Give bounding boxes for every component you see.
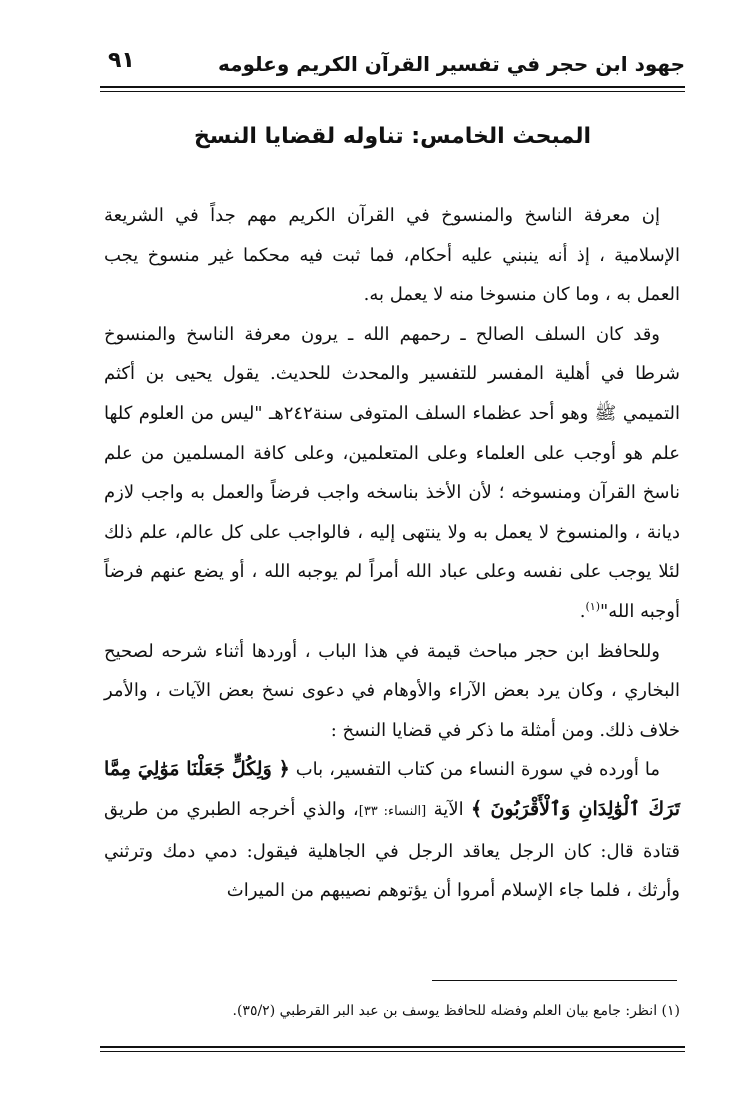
header-title: جهود ابن حجر في تفسير القرآن الكريم وعلومه (217, 52, 685, 76)
footnote-separator (432, 980, 677, 981)
verse-aya-label: الآية (433, 798, 464, 820)
paragraph-2 (104, 315, 680, 632)
paragraph-3: وللحافظ ابن حجر مباحث قيمة في هذا الباب ، أوردها أثناء شرحه لصحيح البخاري ، وكان يرد بعض الآراء والأوهام في دعوى نسخ بعض الآيات ، والأمر خلاف ذلك. ومن أمثلة ما ذكر في قضايا النسخ : (104, 640, 680, 741)
paragraph-1: إن معرفة الناسخ والمنسوخ في القرآن الكريم مهم جداً في الشريعة الإسلامية ، إذ أنه ينبني عليه أحكام، فما ثبت فيه محكما غير منسوخ يجب العمل به ، وما كان منسوخا منه لا يعمل به. (104, 205, 680, 306)
paragraph-2-text: وقد كان السلف الصالح ـ رحمهم الله ـ يرون معرفة الناسخ والمنسوخ شرطا في أهلية المفسر للتفسير والمحدث للحديث. يقول يحيى بن أكثم التميمي ﷺ وهو أحد عظماء السلف المتوفى سنة٢٤٢هـ "ليس من العلوم كلها علم هو أوجب على العلماء وعلى المتعلمين، وعلى كافة المسلمين من علم ناسخ القرآن ومنسوخه ؛ لأن الأخذ بناسخه واجب فرضاً والعمل به واجب لازم ديانة ، والمنسوخ لا يعمل به ولا ينتهى إليه ، فالواجب على كل عالم، علم ذلك لئلا يوجب على نفسه وعلى عباد الله أمراً لم يوجبه الله ، أو يضع عنهم فرضاً أوجبه الله" (104, 323, 680, 622)
main-text (104, 196, 680, 911)
running-header (100, 48, 685, 82)
section-title: المبحث الخامس: تناوله لقضايا النسخ (193, 124, 592, 149)
footer-rule-thick (100, 1046, 685, 1048)
header-rule-thin (100, 91, 685, 92)
footnote-marker: (١) (585, 599, 600, 613)
verse-reference: [النساء: ٣٣] (358, 803, 427, 819)
paragraph-4-start: ما أورده في سورة النساء من كتاب التفسير، باب (295, 759, 660, 781)
paragraph-4 (104, 750, 680, 910)
footer-rule-thin (100, 1051, 685, 1052)
page-number: ٩١ (108, 48, 135, 73)
footnote: (١) انظر: جامع بيان العلم وفضله للحافظ يوسف بن عبد البر القرطبي (٣٥/٢). (232, 1003, 680, 1019)
paragraph-2-end: . (579, 600, 586, 622)
quran-verse: ﴿ وَلِكُلٍّ جَعَلْنَا مَوَٰلِيَ مِمَّا تَرَكَ ٱلْوَٰلِدَانِ وَٱلْأَقْرَبُونَ ﴾ (104, 758, 680, 820)
header-rule-thick (100, 86, 685, 88)
paragraph-4-end: ، والذي أخرجه الطبري من طريق قتادة قال: كان الرجل يعاقد الرجل في الجاهلية فيقول: دمي دمك وترثني وأرثك ، فلما جاء الإسلام أمروا أن يؤتوهم نصيبهم من الميراث (104, 798, 680, 902)
